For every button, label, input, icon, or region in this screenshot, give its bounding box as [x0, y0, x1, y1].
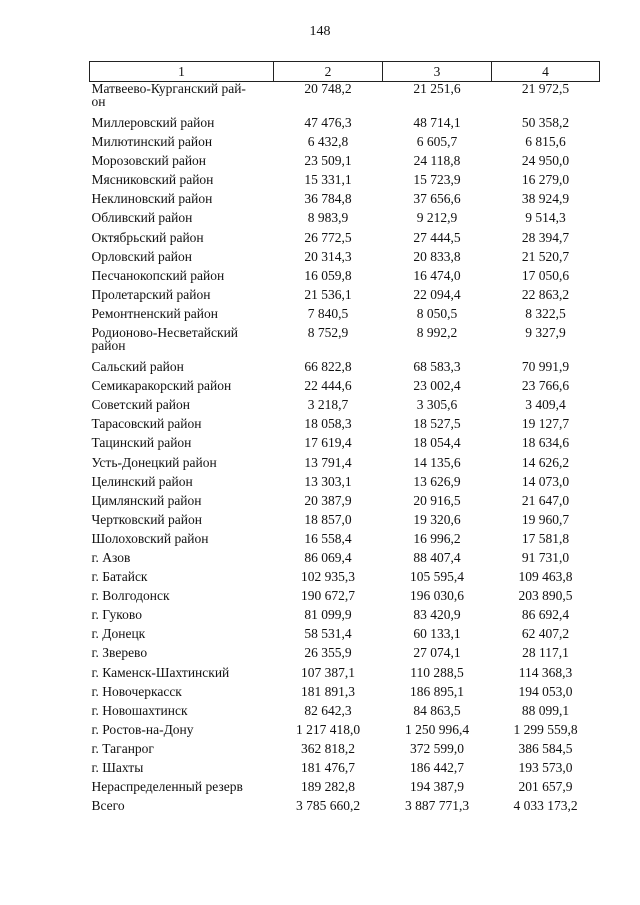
value-col3-cell: 3 305,6 [416, 397, 458, 413]
row-name-cell: Октябрьский район [91, 229, 204, 245]
value-col4-cell: 6 815,6 [525, 134, 566, 150]
row-name-cell: Цимлянский район [91, 492, 202, 508]
row-name-cell: г. Шахты [91, 760, 144, 775]
value-col3-cell: 48 714,1 [413, 115, 461, 130]
row-name-cell: Обливский район [91, 210, 193, 226]
value-col2-cell: 1 217 418,0 [295, 721, 361, 737]
table-row [90, 379, 600, 398]
table-row [90, 513, 600, 532]
row-name-cell: Милютинский район [91, 134, 213, 150]
value-col3-cell: 84 863,5 [413, 702, 461, 718]
value-col4-cell: 28 117,1 [522, 645, 569, 661]
column-header-3: 3 [383, 62, 492, 82]
row-name-cell: г. Каменск-Шахтинский [91, 664, 230, 680]
table-row [90, 666, 600, 685]
row-name-cell: Нераспределенный резерв [91, 779, 243, 795]
table-header [90, 62, 600, 82]
column-header-2: 2 [274, 62, 383, 82]
row-name-cell: Ремонтненский район [91, 305, 218, 321]
row-name-cell: Миллеровский район [91, 115, 215, 130]
value-col3-cell: 14 135,6 [413, 454, 461, 470]
table-row [90, 532, 600, 551]
value-col4-cell: 28 394,7 [521, 229, 570, 245]
value-col4-cell: 70 991,9 [521, 359, 570, 375]
value-col3-cell: 83 420,9 [413, 607, 461, 623]
value-col3-cell: 9 212,9 [416, 210, 458, 226]
row-name-cell: Морозовский район [91, 153, 207, 169]
row-name-cell: Тацинский район [91, 435, 192, 451]
row-name-cell: г. Ростов-на-Дону [91, 721, 194, 737]
value-col3-cell: 18 527,5 [413, 416, 461, 432]
value-col3-cell: 6 605,7 [416, 134, 458, 150]
row-name-cell: г. Зверево [91, 645, 148, 661]
table-row [90, 326, 600, 360]
value-col3-cell: 186 895,1 [410, 683, 464, 699]
value-col4-cell: 17 050,6 [521, 267, 570, 283]
table-row [90, 761, 600, 780]
value-col3-cell: 20 833,8 [413, 248, 461, 264]
row-name-cell: г. Новошахтинск [91, 702, 188, 718]
value-col4-cell: 386 584,5 [518, 740, 573, 756]
value-col2-cell: 7 840,5 [307, 305, 349, 321]
value-col3-cell: 37 656,6 [413, 191, 461, 207]
value-col3-cell: 3 887 771,3 [404, 798, 470, 814]
value-col2-cell: 15 331,1 [304, 172, 352, 188]
value-col2-cell: 181 476,7 [301, 760, 355, 775]
row-name-cell: Песчанокопский район [91, 267, 225, 283]
table-row [90, 288, 600, 307]
row-name-cell: Всего [91, 798, 125, 814]
value-col3-cell: 20 916,5 [413, 492, 461, 508]
table-row [90, 608, 600, 627]
value-col4-cell: 3 409,4 [525, 397, 566, 413]
value-col3-cell: 60 133,1 [413, 626, 461, 642]
value-col3-cell: 24 118,8 [413, 153, 461, 169]
value-col3-cell: 196 030,6 [410, 588, 464, 604]
value-col3-cell: 8 050,5 [416, 305, 458, 321]
value-col2-cell: 58 531,4 [304, 626, 352, 642]
table-row [90, 646, 600, 665]
row-name-cell: Советский район [91, 397, 190, 413]
value-col4-cell: 4 033 173,2 [513, 798, 578, 814]
value-col2-cell: 21 536,1 [304, 286, 352, 302]
value-col2-cell: 20 748,2 [304, 81, 352, 96]
table-row [90, 551, 600, 570]
table-row [90, 799, 600, 818]
header-row [90, 62, 600, 82]
value-col2-cell: 17 619,4 [304, 435, 352, 451]
table-row [90, 231, 600, 250]
value-col4-cell: 86 692,4 [521, 607, 570, 623]
row-name-cell: Шолоховский район [91, 530, 209, 546]
budget-table [89, 61, 600, 818]
value-col4-cell: 19 960,7 [521, 511, 570, 527]
table-row [90, 116, 600, 135]
table-row [90, 307, 600, 326]
row-name-cell: г. Новочеркасск [91, 683, 182, 699]
table-row [90, 685, 600, 704]
table-row [90, 704, 600, 723]
value-col4-cell: 21 972,5 [521, 81, 570, 96]
value-col3-cell: 27 074,1 [413, 645, 461, 661]
value-col2-cell: 81 099,9 [304, 607, 352, 623]
value-col2-cell: 36 784,8 [304, 191, 352, 207]
table-row [90, 780, 600, 799]
value-col2-cell: 18 058,3 [304, 416, 352, 432]
row-name-cell: г. Гуково [91, 607, 142, 623]
table-row [90, 135, 600, 154]
value-col3-cell: 13 626,9 [413, 473, 461, 489]
table-row [90, 269, 600, 288]
row-name-cell: Родионово-Несветайский район [91, 325, 239, 354]
table-row [90, 456, 600, 475]
value-col2-cell: 20 314,3 [304, 248, 352, 264]
value-col2-cell: 26 772,5 [304, 229, 352, 245]
row-name-cell: Усть-Донецкий район [91, 454, 217, 470]
table-row [90, 570, 600, 589]
value-col3-cell: 16 996,2 [413, 530, 461, 546]
value-col2-cell: 18 857,0 [304, 511, 352, 527]
row-name-cell: Тарасовский район [91, 416, 202, 432]
value-col2-cell: 3 785 660,2 [295, 798, 361, 814]
row-name-cell: Сальский район [91, 359, 184, 375]
value-col4-cell: 17 581,8 [521, 530, 570, 546]
value-col4-cell: 16 279,0 [521, 172, 570, 188]
column-header-4: 4 [492, 62, 600, 82]
value-col3-cell: 21 251,6 [413, 81, 461, 96]
value-col3-cell: 194 387,9 [410, 779, 464, 795]
value-col3-cell: 1 250 996,4 [404, 721, 470, 737]
value-col4-cell: 193 573,0 [518, 760, 573, 775]
table-row [90, 173, 600, 192]
value-col4-cell: 203 890,5 [518, 588, 573, 604]
value-col4-cell: 194 053,0 [518, 683, 573, 699]
value-col3-cell: 110 288,5 [410, 664, 464, 680]
column-header-1: 1 [90, 62, 274, 82]
table-row [90, 417, 600, 436]
value-col4-cell: 114 368,3 [518, 664, 573, 680]
row-name-cell: г. Таганрог [91, 740, 154, 756]
value-col2-cell: 6 432,8 [307, 134, 349, 150]
value-col2-cell: 13 791,4 [304, 454, 352, 470]
table-row [90, 398, 600, 417]
table-row [90, 475, 600, 494]
value-col3-cell: 186 442,7 [410, 760, 464, 775]
value-col4-cell: 14 073,0 [521, 473, 570, 489]
table-row [90, 154, 600, 173]
value-col2-cell: 66 822,8 [304, 359, 352, 375]
value-col2-cell: 82 642,3 [304, 702, 352, 718]
table-row [90, 360, 600, 379]
value-col3-cell: 23 002,4 [413, 378, 461, 394]
table-row [90, 250, 600, 269]
value-col4-cell: 201 657,9 [518, 779, 573, 795]
value-col4-cell: 91 731,0 [521, 549, 570, 565]
value-col2-cell: 23 509,1 [304, 153, 352, 169]
value-col3-cell: 105 595,4 [410, 569, 464, 585]
value-col4-cell: 21 520,7 [521, 248, 570, 264]
row-name-cell: Пролетарский район [91, 286, 211, 302]
value-col2-cell: 47 476,3 [304, 115, 352, 130]
value-col4-cell: 9 514,3 [525, 210, 566, 226]
table-row [90, 627, 600, 646]
row-name-cell: г. Азов [91, 549, 131, 565]
value-col2-cell: 3 218,7 [307, 397, 349, 413]
value-col3-cell: 15 723,9 [413, 172, 461, 188]
value-col2-cell: 16 059,8 [304, 267, 352, 283]
value-col4-cell: 9 327,9 [525, 325, 566, 341]
row-name-cell: Матвеево-Курганский рай- он [91, 81, 246, 109]
value-col4-cell: 50 358,2 [521, 115, 570, 130]
value-col3-cell: 16 474,0 [413, 267, 461, 283]
value-col2-cell: 102 935,3 [301, 569, 355, 585]
table-row [90, 82, 600, 117]
value-col2-cell: 181 891,3 [301, 683, 355, 699]
table-row [90, 742, 600, 761]
value-col2-cell: 16 558,4 [304, 530, 352, 546]
row-name-cell: г. Батайск [91, 569, 148, 585]
row-name-cell: Чертковский район [91, 511, 202, 527]
value-col2-cell: 8 752,9 [307, 325, 349, 341]
table-row [90, 436, 600, 455]
table-row [90, 192, 600, 211]
row-name-cell: г. Волгодонск [91, 588, 170, 604]
table-row [90, 494, 600, 513]
table-row [90, 211, 600, 230]
value-col3-cell: 27 444,5 [413, 229, 461, 245]
value-col4-cell: 88 099,1 [521, 702, 570, 718]
value-col3-cell: 88 407,4 [413, 549, 461, 565]
value-col2-cell: 107 387,1 [301, 664, 355, 680]
value-col4-cell: 62 407,2 [521, 626, 570, 642]
value-col3-cell: 372 599,0 [410, 740, 464, 756]
table-row [90, 589, 600, 608]
value-col2-cell: 190 672,7 [301, 588, 355, 604]
row-name-cell: Целинский район [91, 473, 193, 489]
row-name-cell: Орловский район [91, 248, 192, 264]
row-name-cell: г. Донецк [91, 626, 146, 642]
value-col4-cell: 23 766,6 [521, 378, 570, 394]
value-col3-cell: 19 320,6 [413, 511, 461, 527]
value-col3-cell: 68 583,3 [413, 359, 461, 375]
value-col4-cell: 14 626,2 [521, 454, 570, 470]
value-col4-cell: 19 127,7 [521, 416, 570, 432]
row-name-cell: Семикаракорский район [91, 378, 232, 394]
value-col3-cell: 22 094,4 [413, 286, 461, 302]
value-col2-cell: 189 282,8 [301, 779, 355, 795]
row-name-cell: Мясниковский район [91, 172, 214, 188]
table-row [90, 723, 600, 742]
value-col4-cell: 24 950,0 [521, 153, 570, 169]
value-col2-cell: 13 303,1 [304, 473, 352, 489]
value-col3-cell: 8 992,2 [416, 325, 458, 341]
value-col2-cell: 86 069,4 [304, 549, 352, 565]
value-col3-cell: 18 054,4 [413, 435, 461, 451]
row-name-cell: Неклиновский район [91, 191, 213, 207]
value-col4-cell: 1 299 559,8 [513, 721, 578, 737]
value-col4-cell: 109 463,8 [518, 569, 573, 585]
value-col4-cell: 38 924,9 [521, 191, 570, 207]
page-number: 148 [309, 24, 331, 39]
value-col2-cell: 20 387,9 [304, 492, 352, 508]
value-col2-cell: 8 983,9 [307, 210, 349, 226]
value-col4-cell: 22 863,2 [521, 286, 570, 302]
value-col2-cell: 362 818,2 [301, 740, 355, 756]
value-col4-cell: 8 322,5 [525, 305, 566, 321]
table-body [90, 82, 600, 819]
value-col2-cell: 26 355,9 [304, 645, 352, 661]
value-col2-cell: 22 444,6 [304, 378, 352, 394]
value-col4-cell: 18 634,6 [521, 435, 570, 451]
value-col4-cell: 21 647,0 [521, 492, 570, 508]
